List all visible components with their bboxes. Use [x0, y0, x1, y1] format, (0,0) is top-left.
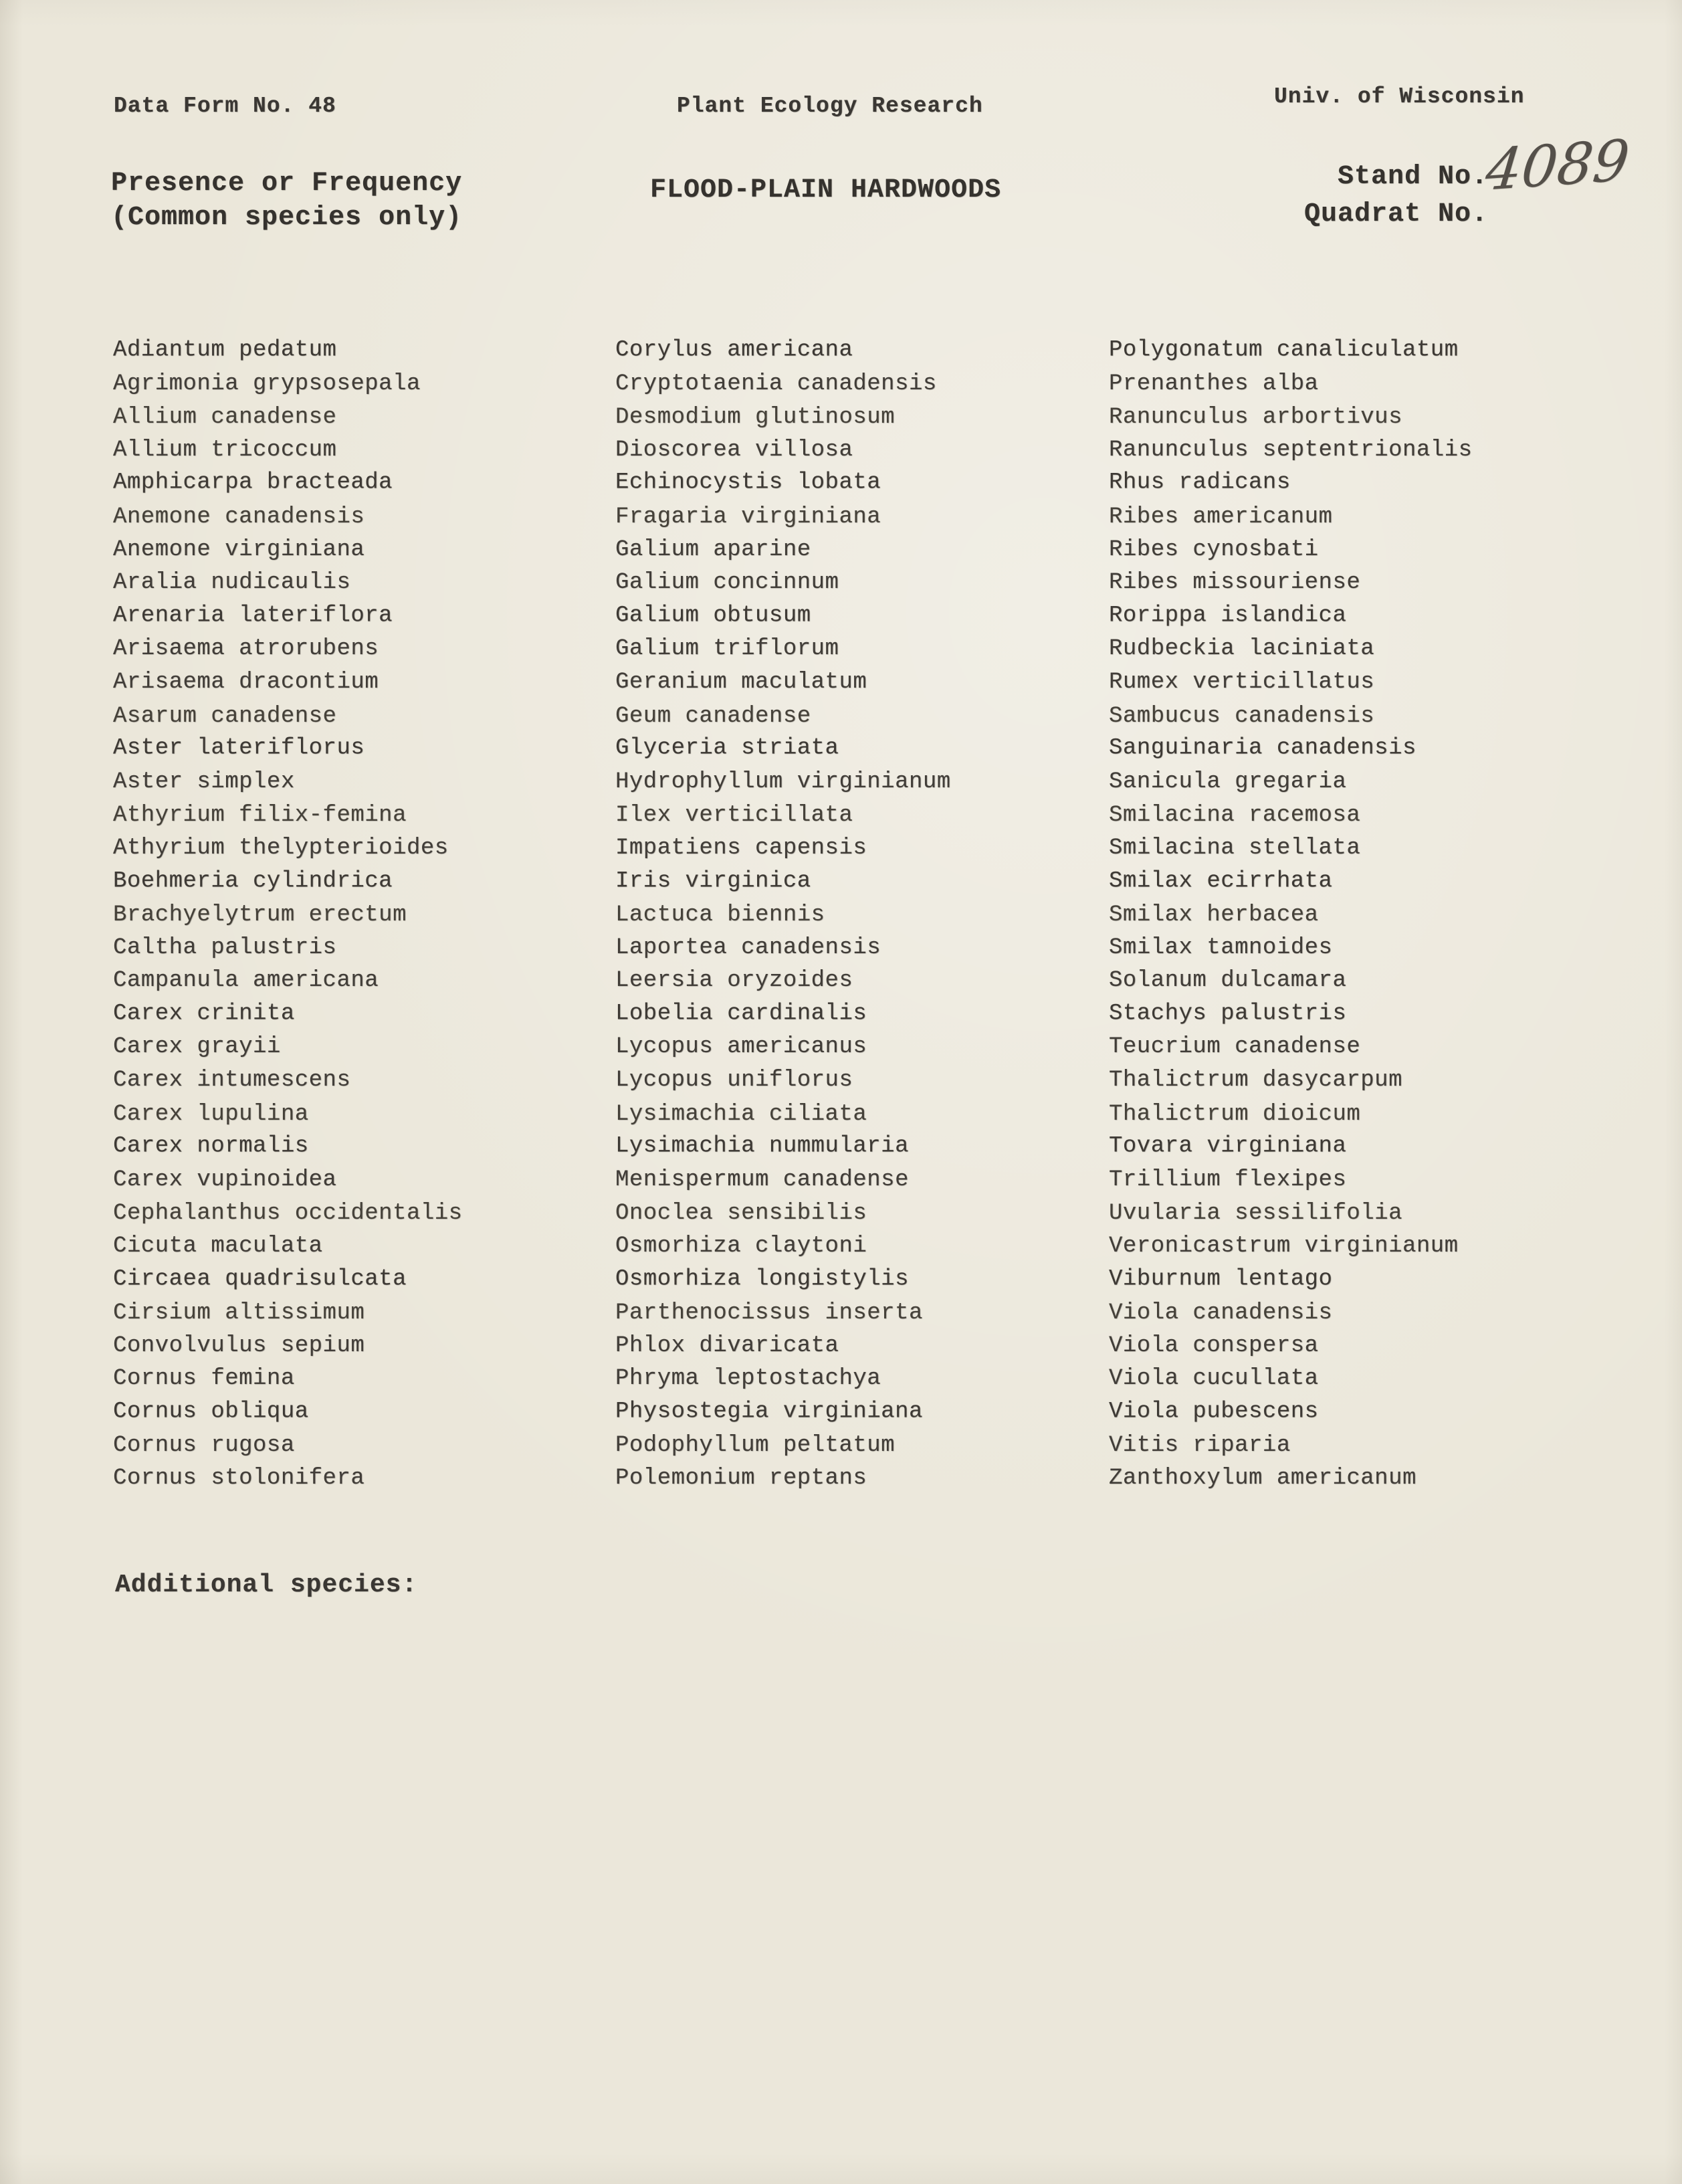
species-item: Physostegia virginiana — [615, 1399, 923, 1425]
species-item: Dioscorea villosa — [615, 437, 853, 463]
species-item: Thalictrum dasycarpum — [1109, 1068, 1402, 1094]
species-item: Impatiens capensis — [615, 835, 867, 861]
species-item: Athyrium filix-femina — [113, 803, 407, 829]
university-name: Univ. of Wisconsin — [1274, 84, 1525, 109]
form-subtitle-line2: (Common species only) — [111, 203, 463, 233]
species-item: Carex vupinoidea — [113, 1167, 337, 1193]
species-item: Ranunculus septentrionalis — [1109, 437, 1473, 463]
species-item: Lysimachia nummularia — [615, 1133, 909, 1159]
species-item: Anemone virginiana — [113, 536, 365, 563]
form-subtitle-line1: Presence or Frequency — [111, 169, 463, 199]
species-item: Galium aparine — [615, 536, 811, 563]
species-item: Hydrophyllum virginianum — [615, 769, 951, 795]
species-item: Viola conspersa — [1109, 1332, 1319, 1359]
species-item: Trillium flexipes — [1109, 1167, 1347, 1193]
species-item: Convolvulus sepium — [113, 1332, 365, 1359]
species-item: Teucrium canadense — [1109, 1034, 1361, 1060]
species-item: Iris virginica — [615, 868, 811, 894]
species-item: Arisaema dracontium — [113, 669, 379, 695]
species-item: Carex crinita — [113, 1001, 295, 1027]
species-item: Sambucus canadensis — [1109, 703, 1375, 729]
species-item: Rudbeckia laciniata — [1109, 636, 1375, 662]
species-item: Viola cucullata — [1109, 1366, 1319, 1392]
species-item: Phryma leptostachya — [615, 1366, 881, 1392]
species-item: Viburnum lentago — [1109, 1266, 1333, 1292]
species-item: Stachys palustris — [1109, 1001, 1347, 1027]
species-item: Veronicastrum virginianum — [1109, 1233, 1459, 1260]
species-item: Caltha palustris — [113, 934, 337, 961]
species-item: Agrimonia grypsosepala — [113, 371, 421, 397]
species-item: Polemonium reptans — [615, 1466, 867, 1492]
species-item: Smilacina stellata — [1109, 835, 1361, 861]
species-item: Rorippa islandica — [1109, 603, 1347, 629]
species-item: Cirsium altissimum — [113, 1300, 365, 1326]
species-item: Prenanthes alba — [1109, 371, 1319, 397]
species-item: Allium tricoccum — [113, 437, 337, 463]
species-item: Glyceria striata — [615, 735, 839, 761]
species-item: Cryptotaenia canadensis — [615, 371, 937, 397]
species-item: Ribes cynosbati — [1109, 536, 1319, 563]
species-item: Leersia oryzoides — [615, 968, 853, 994]
species-item: Arisaema atrorubens — [113, 636, 379, 662]
species-item: Tovara virginiana — [1109, 1133, 1347, 1159]
species-item: Laportea canadensis — [615, 934, 881, 961]
species-item: Cornus stolonifera — [113, 1466, 365, 1492]
species-item: Ribes americanum — [1109, 504, 1333, 530]
species-item: Cephalanthus occidentalis — [113, 1201, 463, 1227]
species-item: Galium triflorum — [615, 636, 839, 662]
species-item: Carex grayii — [113, 1034, 281, 1060]
species-item: Rhus radicans — [1109, 470, 1291, 496]
species-item: Allium canadense — [113, 404, 337, 430]
species-item: Viola canadensis — [1109, 1300, 1333, 1326]
species-item: Zanthoxylum americanum — [1109, 1466, 1416, 1492]
species-item: Cornus obliqua — [113, 1399, 309, 1425]
species-item: Thalictrum dioicum — [1109, 1101, 1361, 1127]
species-item: Podophyllum peltatum — [615, 1432, 896, 1458]
species-item: Lactuca biennis — [615, 902, 825, 928]
species-item: Arenaria lateriflora — [113, 603, 393, 629]
species-item: Anemone canadensis — [113, 504, 365, 530]
species-item: Smilax herbacea — [1109, 902, 1319, 928]
species-item: Onoclea sensibilis — [615, 1201, 867, 1227]
species-item: Lycopus americanus — [615, 1034, 867, 1060]
species-item: Asarum canadense — [113, 703, 337, 729]
species-item: Desmodium glutinosum — [615, 404, 896, 430]
species-column-2 — [615, 334, 951, 1496]
species-item: Amphicarpa bracteada — [113, 470, 393, 496]
species-item: Osmorhiza claytoni — [615, 1233, 867, 1260]
species-item: Viola pubescens — [1109, 1399, 1319, 1425]
species-item: Boehmeria cylindrica — [113, 868, 393, 894]
species-item: Smilax ecirrhata — [1109, 868, 1333, 894]
species-item: Geum canadense — [615, 703, 811, 729]
organization-title: Plant Ecology Research — [677, 94, 983, 118]
additional-species-label: Additional species: — [115, 1571, 418, 1599]
species-item: Sanicula gregaria — [1109, 769, 1347, 795]
quadrat-no-label: Quadrat No. — [1304, 199, 1489, 229]
species-item: Cornus rugosa — [113, 1432, 295, 1458]
species-item: Aster lateriflorus — [113, 735, 365, 761]
species-item: Corylus americana — [615, 337, 853, 363]
stand-no-label: Stand No. — [1338, 162, 1489, 192]
species-column-1 — [113, 334, 463, 1496]
species-item: Aster simplex — [113, 769, 295, 795]
species-item: Smilax tamnoides — [1109, 934, 1333, 961]
species-item: Polygonatum canaliculatum — [1109, 337, 1459, 363]
form-number: Data Form No. 48 — [114, 94, 336, 118]
species-item: Brachyelytrum erectum — [113, 902, 407, 928]
species-item: Lobelia cardinalis — [615, 1001, 867, 1027]
species-item: Uvularia sessilifolia — [1109, 1201, 1402, 1227]
species-item: Campanula americana — [113, 968, 379, 994]
stand-no-value: 4089 — [1483, 127, 1633, 203]
species-item: Parthenocissus inserta — [615, 1300, 923, 1326]
species-column-3 — [1109, 334, 1473, 1496]
species-item: Vitis riparia — [1109, 1432, 1291, 1458]
species-item: Athyrium thelypterioides — [113, 835, 449, 861]
species-item: Carex lupulina — [113, 1101, 309, 1127]
species-item: Smilacina racemosa — [1109, 803, 1361, 829]
species-item: Ilex verticillata — [615, 803, 853, 829]
species-item: Circaea quadrisulcata — [113, 1266, 407, 1292]
species-item: Carex intumescens — [113, 1068, 351, 1094]
species-item: Lycopus uniflorus — [615, 1068, 853, 1094]
species-item: Lysimachia ciliata — [615, 1101, 867, 1127]
species-item: Carex normalis — [113, 1133, 309, 1159]
species-item: Fragaria virginiana — [615, 504, 881, 530]
species-item: Aralia nudicaulis — [113, 570, 351, 596]
species-item: Ranunculus arbortivus — [1109, 404, 1402, 430]
species-item: Osmorhiza longistylis — [615, 1266, 909, 1292]
species-item: Sanguinaria canadensis — [1109, 735, 1416, 761]
species-item: Adiantum pedatum — [113, 337, 337, 363]
species-item: Ribes missouriense — [1109, 570, 1361, 596]
species-item: Phlox divaricata — [615, 1332, 839, 1359]
species-item: Echinocystis lobata — [615, 470, 881, 496]
species-item: Rumex verticillatus — [1109, 669, 1375, 695]
species-item: Cornus femina — [113, 1366, 295, 1392]
species-item: Menispermum canadense — [615, 1167, 909, 1193]
species-item: Galium obtusum — [615, 603, 811, 629]
species-item: Galium concinnum — [615, 570, 839, 596]
species-item: Solanum dulcamara — [1109, 968, 1347, 994]
page-title: FLOOD-PLAIN HARDWOODS — [650, 175, 1002, 205]
species-item: Geranium maculatum — [615, 669, 867, 695]
species-item: Cicuta maculata — [113, 1233, 323, 1260]
